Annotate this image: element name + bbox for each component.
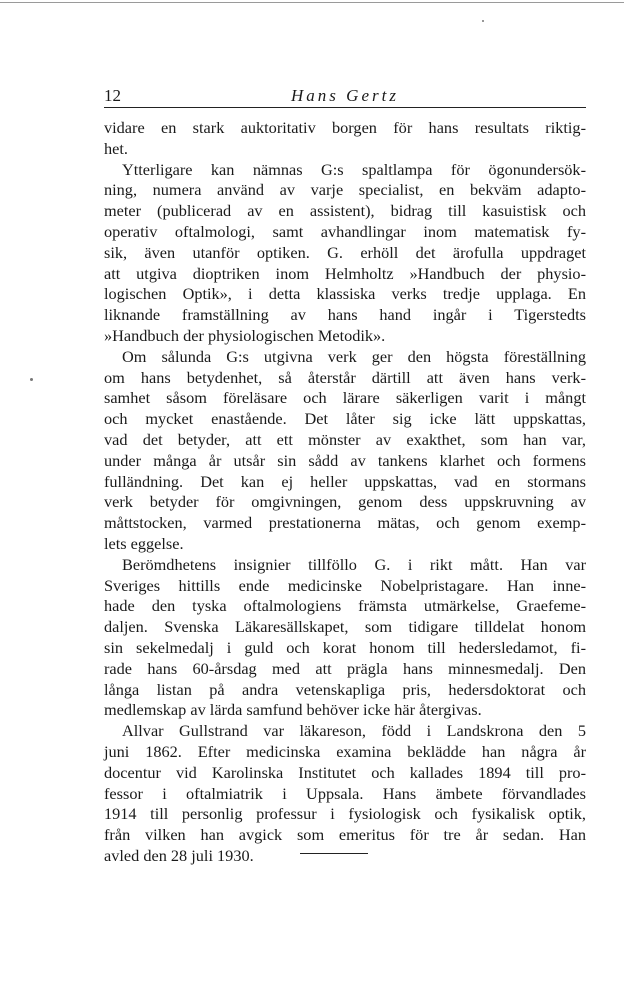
text-line: docentur vid Karolinska Institutet och kallades 1894 till pro- [104, 762, 586, 782]
paragraph-first-line: vidare en stark auktoritativ borgen för hans resultats riktig- [104, 118, 586, 137]
text-line: rade hans 60-årsdag med att prägla hans minnesmedalj. Den [104, 658, 586, 678]
text-line: avled den 28 juli 1930. [104, 845, 254, 865]
print-speck [482, 20, 484, 22]
text-line: liknande framställning av hans hand ingår i Tigerstedts [104, 305, 586, 325]
text-line: långa listan på andra vetenskapliga pris, hedersdoktorat och [104, 679, 586, 699]
text-line: daljen. Svenska Läkaresällskapet, som tidigare tilldelat honom [104, 617, 586, 637]
text-line: Sveriges hittills ende medicinske Nobelpristagare. Han inne- [104, 575, 586, 595]
paragraph-first-line: Ytterligare kan nämnas G:s spaltlampa för ögonundersök- [122, 159, 586, 179]
text-line: fessor i oftalmiatrik i Uppsala. Hans ämbete förvandlades [104, 783, 586, 803]
body-text [104, 118, 586, 867]
text-line: lets eggelse. [104, 533, 184, 553]
paragraph-first-line: Berömdhetens insignier tillföllo G. i rikt mått. Han var [122, 554, 586, 574]
text-line: verk betyder för omgivningen, genom dess uppskruvning av [104, 492, 586, 512]
page-top-edge-rule [0, 2, 624, 3]
running-title: Hans Gertz [291, 86, 399, 105]
closing-rule [300, 853, 368, 854]
text-line: ning, numera använd av varje specialist, en bekväm adapto- [104, 180, 586, 200]
text-line: »Handbuch der physiologischen Metodik». [104, 325, 386, 345]
text-line: sik, även utanför optiken. G. erhöll det ärofulla uppdraget [104, 242, 586, 262]
text-line: vad det betyder, att ett mönster av exakthet, som han var, [104, 429, 586, 449]
text-line: meter (publicerad av en assistent), bidrag till kasuistisk och [104, 201, 586, 221]
text-line: het. [104, 138, 128, 158]
text-line: sin sekelmedalj i guld och korat honom till hedersledamot, fi- [104, 637, 586, 657]
text-line: juni 1862. Efter medicinska examina beklädde han några år [104, 741, 586, 761]
text-line: måttstocken, varmed prestationerna mätas, och genom exemp- [104, 513, 586, 533]
text-line: samhet såsom föreläsare och lärare säkerligen varit i mångt [104, 388, 586, 408]
header-rule [104, 107, 586, 108]
paragraph-first-line: Allvar Gullstrand var läkareson, född i Landskrona den 5 [122, 721, 586, 741]
text-line: fulländning. Det kan ej heller uppskattas, vad en stormans [104, 471, 586, 491]
print-speck [30, 378, 33, 381]
text-line: under många år utsår sin sådd av tankens klarhet och formens [104, 450, 586, 470]
text-line: logischen Optik», i detta klassiska verks tredje upplaga. En [104, 284, 586, 304]
page-header [104, 86, 586, 106]
text-line: operativ oftalmologi, samt avhandlingar inom matematisk fy- [104, 221, 586, 241]
text-line: om hans betydenhet, så återstår därtill att även hans verk- [104, 367, 586, 387]
text-line: hade den tyska oftalmologiens främsta utmärkelse, Graefeme- [104, 596, 586, 616]
text-line: 1914 till personlig professur i fysiologisk och fysikalisk optik, [104, 804, 586, 824]
page-number: 12 [104, 86, 121, 105]
text-line: medlemskap av lärda samfund behöver icke här återgivas. [104, 700, 482, 720]
text-line: från vilken han avgick som emeritus för tre år sedan. Han [104, 825, 586, 845]
paragraph-first-line: Om sålunda G:s utgivna verk ger den högsta föreställning [122, 346, 586, 366]
text-line: att utgiva dioptriken inom Helmholtz »Handbuch der physio- [104, 263, 586, 283]
text-line: och mycket enastående. Det låter sig icke lätt uppskattas, [104, 409, 586, 429]
